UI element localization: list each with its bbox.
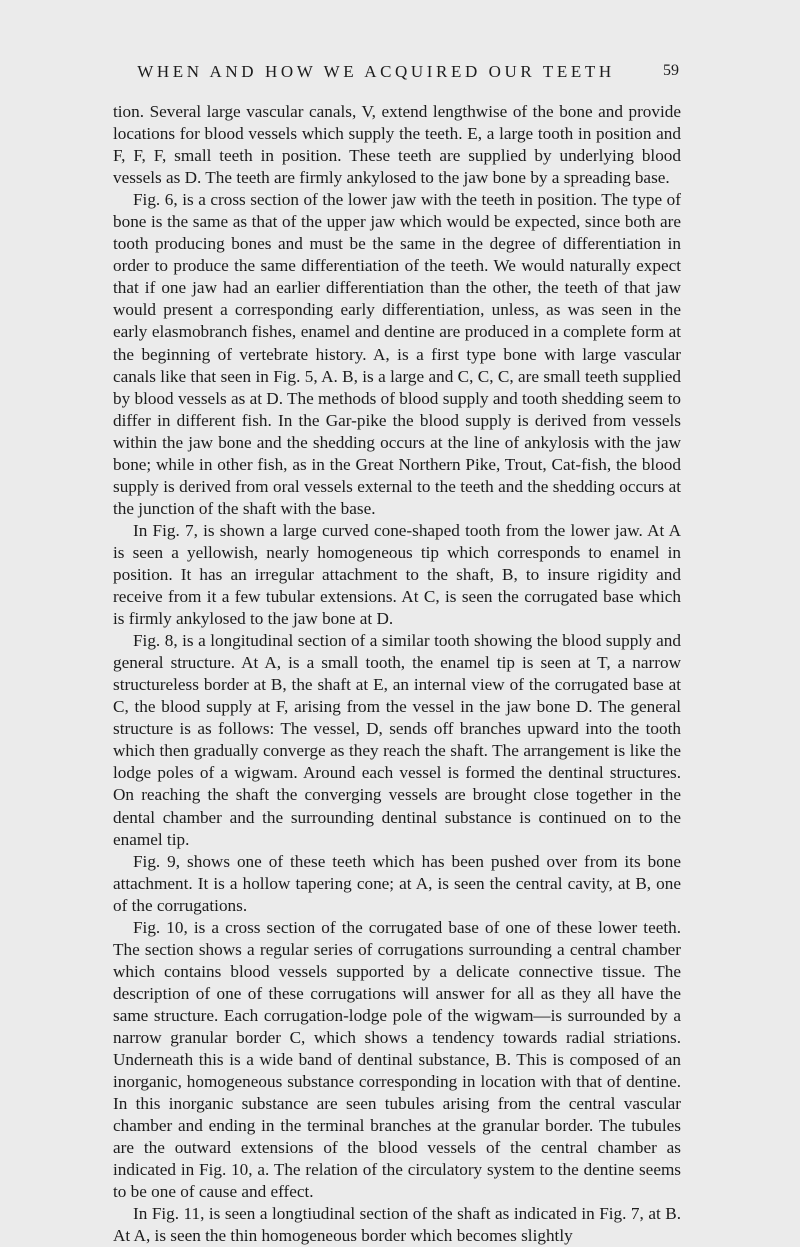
paragraph: Fig. 10, is a cross section of the corrugated base of one of these lower teeth. The section shows a regular series of corrugations surrounding a central chamber which contains blood vessels supported by a delicate connective tissue. The description of one of these corrugations will answer for all as they all have the same structure. Each corrugation-lodge pole of the wigwam—is surrounded by a narrow granular border C, which shows a tendency towards radial striations. Underneath this is a wide band of dentinal substance, B. This is composed of an inorganic, homogeneous substance corresponding in location with that of dentine. In this inorganic substance are seen tubules arising from the central vascular chamber and ending in the terminal branches at the granular border. The tubules are the outward extensions of the blood vessels of the central chamber as indicated in Fig. 10, a. The relation of the circulatory system to the dentine seems to be one of cause and effect. (113, 917, 681, 1202)
running-head (113, 62, 679, 84)
paragraph: Fig. 8, is a longitudinal section of a similar tooth showing the blood supply and general structure. At A, is a small tooth, the enamel tip is seen at T, a narrow structureless border at B, the shaft at E, an internal view of the corrugated base at C, the blood supply at F, arising from the vessel in the jaw bone D. The general structure is as follows: The vessel, D, sends off branches upward into the tooth which then gradually converge as they reach the shaft. The arrangement is like the lodge poles of a wigwam. Around each vessel is formed the dentinal structures. On reaching the shaft the converging vessels are brought close together in the dental chamber and the surrounding dentinal substance is continued on to the enamel tip. (113, 631, 681, 849)
paragraph: Fig. 6, is a cross section of the lower jaw with the teeth in position. The type of bone is the same as that of the upper jaw which would be expected, since both are tooth producing bones and must be the same in the degree of differentiation in order to produce the same differentiation of the teeth. We would naturally expect that if one jaw had an earlier differentiation than the other, the teeth of that jaw would present a corresponding early differentiation, unless, as was seen in the early elasmobranch fishes, enamel and dentine are produced in a complete form at the beginning of vertebrate history. A, is a first type bone with large vascular canals like that seen in Fig. 5, A. B, is a large and C, C, C, are small teeth supplied by blood vessels as at D. The methods of blood supply and tooth shedding seem to differ in different fish. In the Gar-pike the blood supply is derived from vessels within the jaw bone and the shedding occurs at the line of ankylosis with the jaw bone; while in other fish, as in the Great Northern Pike, Trout, Cat-fish, the blood supply is derived from oral vessels external to the teeth and the shedding occurs at the junction of the shaft with the base. (113, 190, 681, 518)
paragraph: tion. Several large vascular canals, V, extend lengthwise of the bone and provide locations for blood vessels which supply the teeth. E, a large tooth in position and F, F, F, small teeth in position. These teeth are supplied by underlying blood vessels as D. The teeth are firmly ankylosed to the jaw bone by a spreading base. (113, 102, 681, 188)
page-number: 59 (663, 62, 679, 79)
paragraph: In Fig. 7, is shown a large curved cone-shaped tooth from the lower jaw. At A is seen a yellowish, nearly homogeneous tip which corresponds to enamel in position. It has an irregular attachment to the shaft, B, to insure rigidity and receive from it a few tubular extensions. At C, is seen the corrugated base which is firmly ankylosed to the jaw bone at D. (113, 520, 681, 629)
body-text (113, 101, 681, 1247)
paragraph: In Fig. 11, is seen a longtiudinal section of the shaft as indicated in Fig. 7, at B. At A, is seen the thin homogeneous border which becomes slightly (113, 1204, 681, 1246)
paragraph: Fig. 9, shows one of these teeth which has been pushed over from its bone attachment. It is a hollow tapering cone; at A, is seen the central cavity, at B, one of the corrugations. (113, 851, 681, 915)
running-title: WHEN AND HOW WE ACQUIRED OUR TEETH (137, 62, 615, 81)
